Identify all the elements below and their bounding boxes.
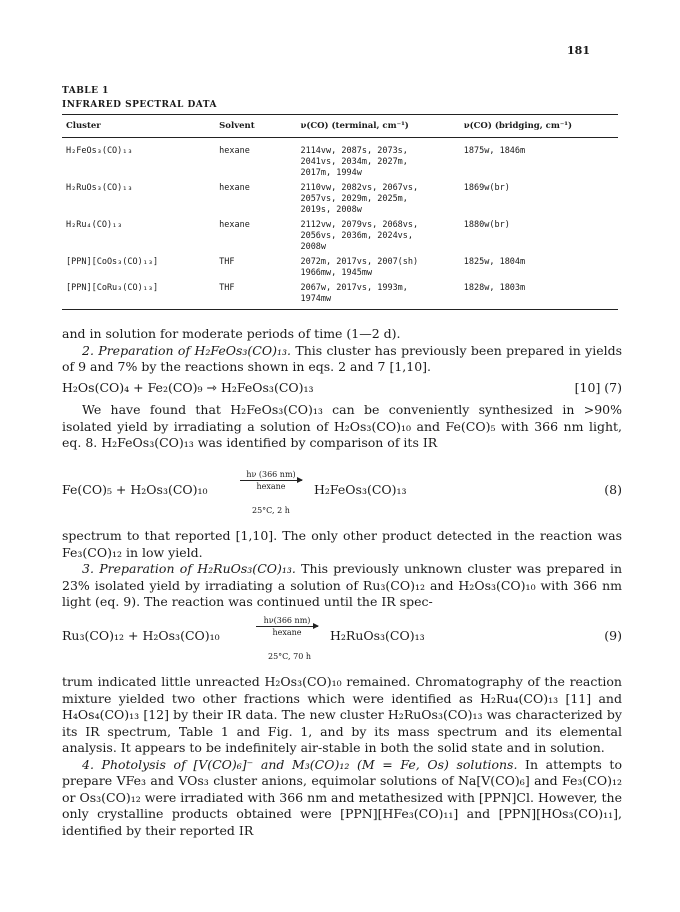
table-row (62, 281, 618, 310)
equation-8 (62, 470, 622, 518)
header-cluster: Cluster (62, 115, 215, 138)
paragraph: spectrum to that reported [1,10]. The only other product detected in the reaction was Fe₃(CO)₁₂ in low yield. (62, 528, 622, 560)
terminal-line: 2110vw, 2082vs, 2067vs, (300, 183, 419, 193)
cell-terminal (296, 255, 459, 281)
arrow-icon (256, 626, 318, 627)
cell-bridging: 1875w, 1846m (463, 146, 526, 156)
reaction-arrow: hν (366 nm) hexane (240, 470, 302, 491)
equation-left: Ru₃(CO)₁₂ + H₂Os₃(CO)₁₀ (62, 628, 220, 643)
reaction-conditions: 25°C, 2 h (252, 506, 290, 515)
cell-bridging: 1825w, 1804m (463, 257, 526, 267)
paragraph-block-4 (62, 674, 622, 839)
cell-cluster: H₂Ru₄(CO)₁₃ (66, 220, 123, 230)
terminal-line: 2017m, 1994w (300, 168, 362, 178)
arrow-icon (240, 480, 302, 481)
table-row (62, 181, 618, 218)
table-title: TABLE 1 (62, 86, 109, 96)
paragraph: 3. Preparation of H₂RuOs₃(CO)₁₃. This previously unknown cluster was prepared in 23% isolated yield by irradiating a solution of Ru₃(CO)₁₂ and H₂Os₃(CO)₁₀ with 366 nm light (eq. 9). The reaction was continued until the IR spec- (62, 561, 622, 609)
terminal-line: 2008w (300, 242, 327, 252)
table-row (62, 218, 618, 255)
paragraph: 2. Preparation of H₂FeOs₃(CO)₁₃. This cluster has previously been prepared in yields of 9 and 7% by the reactions shown in eqs. 2 and 7 [1,10]. (62, 342, 623, 374)
equation-formula: H₂Os(CO)₄ + Fe₂(CO)₉ ⇾ H₂FeOs₃(CO)₁₃ (62, 380, 314, 395)
equation-number: (9) (604, 628, 622, 643)
cell-terminal (296, 181, 459, 218)
cell-solvent: hexane (219, 183, 250, 193)
equation-number: (8) (604, 482, 622, 497)
terminal-line: 2112vw, 2079vs, 2068vs, (300, 220, 419, 230)
paragraph: trum indicated little unreacted H₂Os₃(CO)₁₀ remained. Chromatography of the reaction mixture yielded two other fractions which were identified as H₂Ru₄(CO)₁₃ [11] and H₄Os₄(CO)₁₃ [12] by their IR data. The new cluster H₂RuOs₃(CO)₁₃ was characterized by its IR spectrum, Table 1 and Fig. 1, and by its mass spectrum and its elemental analysis. It appears to be indefinitely air-stable in both the solid state and in solution. (62, 674, 622, 755)
cell-solvent: hexane (219, 146, 250, 156)
cell-solvent: THF (219, 257, 235, 267)
equation-7 (62, 380, 622, 398)
reaction-arrow: hν(366 nm) hexane (256, 616, 318, 637)
cell-solvent: hexane (219, 220, 250, 230)
header-bridging: ν(CO) (bridging, cm⁻¹) (460, 115, 618, 138)
header-solvent: Solvent (215, 115, 296, 138)
terminal-line: 1974mw (300, 294, 332, 304)
paragraph-block-3 (62, 528, 622, 611)
table-row (62, 255, 618, 281)
page-number: 181 (567, 44, 590, 57)
paragraph: and in solution for moderate periods of time (1—2 d). (62, 326, 401, 341)
paragraph-block-2 (62, 402, 622, 452)
ir-data-table (62, 114, 618, 310)
terminal-line: 2114vw, 2087s, 2073s, (300, 146, 408, 156)
terminal-line: 1966mw, 1945mw (300, 268, 373, 278)
cell-bridging: 1828w, 1803m (460, 281, 618, 310)
cell-bridging: 1869w(br) (463, 183, 510, 193)
cell-terminal (296, 281, 459, 310)
paragraph-block-1 (62, 326, 622, 376)
section-heading: 4. Photolysis of [V(CO)₆]⁻ and M₃(CO)₁₂ (M = Fe, Os) solutions. (82, 756, 518, 772)
equation-ref: [10] (7) (574, 380, 622, 395)
reaction-conditions: 25°C, 70 h (268, 652, 311, 661)
paragraph: We have found that H₂FeOs₃(CO)₁₃ can be conveniently synthesized in >90% isolated yield by irradiating a solution of H₂Os₃(CO)₁₀ and Fe(CO)₅ with 366 nm light, eq. 8. H₂FeOs₃(CO)₁₃ was identified by comparison of its IR (62, 402, 622, 450)
terminal-line: 2056vs, 2036m, 2024vs, (300, 231, 414, 241)
cell-cluster: [PPN][CoRu₃(CO)₁₃] (62, 281, 215, 310)
table-caption: INFRARED SPECTRAL DATA (62, 100, 217, 110)
cell-cluster: H₂RuOs₃(CO)₁₃ (66, 183, 133, 193)
table-row (62, 138, 618, 182)
cell-bridging: 1880w(br) (463, 220, 510, 230)
terminal-line: 2019s, 2008w (300, 205, 362, 215)
cell-terminal (296, 138, 459, 182)
paragraph: 4. Photolysis of [V(CO)₆]⁻ and M₃(CO)₁₂ (M = Fe, Os) solutions. In attempts to prepare VFe₃ and VOs₃ cluster anions, equimolar solutions of Na[V(CO)₆] and Fe₃(CO)₁₂ or Os₃(CO)₁₂ were irradiated with 366 nm and metathesized with [PPN]Cl. However, the only crystalline products obtained were [PPN][HFe₃(CO)₁₁] and [PPN][HOs₃(CO)₁₁], identified by their reported IR (62, 756, 622, 838)
cell-terminal (296, 218, 459, 255)
equation-right: H₂FeOs₃(CO)₁₃ (314, 482, 407, 497)
cell-solvent: THF (215, 281, 296, 310)
terminal-line: 2041vs, 2034m, 2027m, (300, 157, 408, 167)
equation-right: H₂RuOs₃(CO)₁₃ (330, 628, 425, 643)
terminal-line: 2072m, 2017vs, 2007(sh) (300, 257, 419, 267)
terminal-line: 2067w, 2017vs, 1993m, (300, 283, 408, 293)
section-heading: 3. Preparation of H₂RuOs₃(CO)₁₃. (82, 561, 296, 576)
equation-9 (62, 616, 622, 664)
cell-cluster: H₂FeOs₃(CO)₁₃ (66, 146, 133, 156)
equation-left: Fe(CO)₅ + H₂Os₃(CO)₁₀ (62, 482, 208, 497)
terminal-line: 2057vs, 2029m, 2025m, (300, 194, 408, 204)
cell-cluster: [PPN][CoOs₃(CO)₁₃] (66, 257, 159, 267)
header-terminal: ν(CO) (terminal, cm⁻¹) (296, 115, 459, 138)
table-header-row (62, 115, 618, 138)
section-heading: 2. Preparation of H₂FeOs₃(CO)₁₃. (82, 342, 291, 358)
